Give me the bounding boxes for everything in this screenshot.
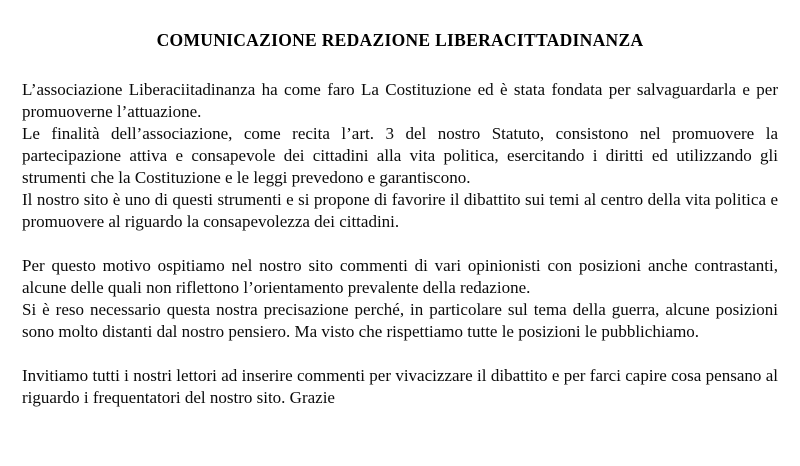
paragraph-association-mission: L’associazione Liberaciitadinanza ha come faro La Costituzione ed è stata fondata per salvaguardarla e per promuoverne l’attuazione. (22, 80, 778, 121)
paragraph-clarification-war: Si è reso necessario questa nostra precisazione perché, in particolare sul tema della guerra, alcune posizioni sono molto distanti dal nostro pensiero. Ma visto che rispettiamo tutte le posizioni le pubblichiamo. (22, 300, 778, 341)
paragraph-statute-goals: Le finalità dell’associazione, come recita l’art. 3 del nostro Statuto, consistono nel promuovere la partecipazione attiva e consapevole dei cittadini alla vita politica, esercitando i diritti ed utilizzando gli strumenti che la Costituzione e le leggi prevedono e garantiscono. (22, 124, 778, 187)
paragraph-spacer (22, 343, 778, 365)
document-title: COMUNICAZIONE REDAZIONE LIBERACITTADINANZA (156, 30, 644, 50)
paragraph-spacer (22, 233, 778, 255)
paragraph-site-purpose: Il nostro sito è uno di questi strumenti e si propone di favorire il dibattito sui temi al centro della vita politica e promuovere al riguardo la consapevolezza dei cittadini. (22, 190, 778, 231)
paragraph-invitation-readers: Invitiamo tutti i nostri lettori ad inserire commenti per vivacizzare il dibattito e per farci capire cosa pensano al riguardo i frequentatori del nostro sito. Grazie (22, 366, 778, 407)
paragraph-opinions-hosted: Per questo motivo ospitiamo nel nostro sito commenti di vari opinionisti con posizioni anche contrastanti, alcune delle quali non riflettono l’orientamento prevalente della redazione. (22, 256, 778, 297)
document-body (22, 79, 778, 409)
